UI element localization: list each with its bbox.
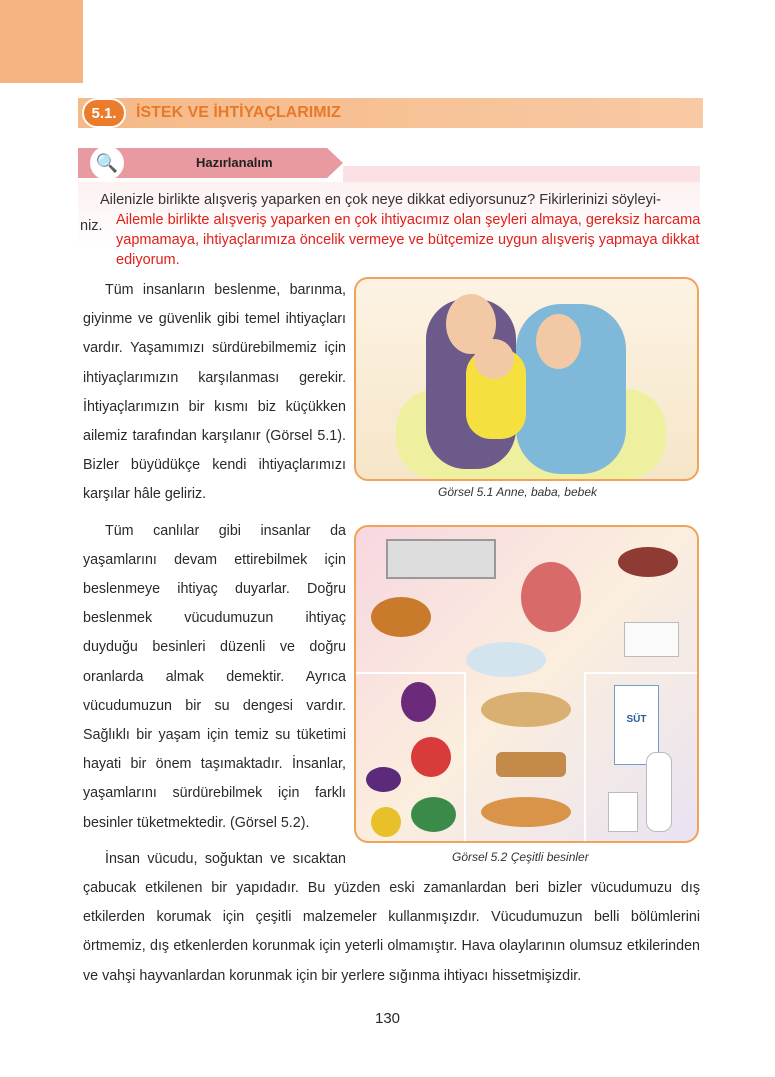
family-illustration — [354, 277, 699, 481]
foods-illustration — [354, 525, 699, 843]
paragraph: İnsan vücudu, soğuktan ve sıcaktan çabucak etkilenen bir yapıdadır. Bu yüzden eski zamanlardan beri bizler vücudumuzu dış etkilerden korumak için çeşitli malzemeler kullanmışızdır. Vücudumuzun belli bölümlerini örtmemiz, dış etkenlerden korunmak için yeterli olmamıştır. Hava olaylarının olumsuz etkilerinden ve vahşi hayvanlardan korunmak için bir yerlere sığınma ihtiyacı hissetmişizdir. — [83, 850, 700, 984]
prepare-banner — [78, 148, 700, 182]
magnifier-notebook-icon: 🔍 — [90, 146, 124, 180]
question-text-end: niz. — [80, 218, 103, 234]
section-header — [78, 98, 703, 128]
corner-tab — [0, 0, 83, 83]
prepare-label: Hazırlanalım — [196, 155, 273, 170]
figure-caption: Görsel 5.2 Çeşitli besinler — [452, 850, 589, 864]
question-text: Ailenizle birlikte alışveriş yaparken en çok neye dikkat ediyorsunuz? Fikirlerinizi söyleyi- — [100, 192, 661, 208]
section-title: İSTEK VE İHTİYAÇLARIMIZ — [136, 104, 341, 121]
paragraph: Tüm canlılar gibi insanlar da yaşamlarını devam ettirebilmek için beslenmeye ihtiyaç duyarlar. Doğru beslenmek vücudumuzun ihtiyaç duyduğu besinleri düzenli ve doğru oranlarda almak demektir. Ayrıca vücudumuzun bir su dengesi vardır. Sağlıklı bir yaşam için temiz su tüketimi hayati bir önem taşımaktadır. İnsanlar, yaşamlarını sürdürebilmek için farklı besinler tüketmektedir. (Görsel 5.2). — [83, 522, 346, 831]
section-number: 5.1. — [82, 98, 126, 128]
answer-text: Ailemle birlikte alışveriş yaparken en çok ihtiyacımız olan şeyleri almaya, gereksiz harcama yapmamaya, ihtiyaçlarımıza öncelik vermeye ve bütçemize uygun alışveriş yapmaya dikkat ediyorum. — [116, 212, 701, 268]
milk-carton: SÜT — [614, 685, 659, 765]
figure-caption: Görsel 5.1 Anne, baba, bebek — [438, 485, 597, 499]
paragraph: Tüm insanların beslenme, barınma, giyinme ve güvenlik gibi temel ihtiyaçları vardır. Yaşamımızı sürdürebilmemiz için ihtiyaçlarımızın karşılanması gerekir. İhtiyaçlarımızın bir kısmı biz küçükken ailemiz tarafından karşılanır (Görsel 5.1). Bizler büyüdükçe kendi ihtiyaçlarımızı karşılar hâle geliriz. — [83, 282, 346, 503]
page-number: 130 — [374, 1010, 401, 1027]
